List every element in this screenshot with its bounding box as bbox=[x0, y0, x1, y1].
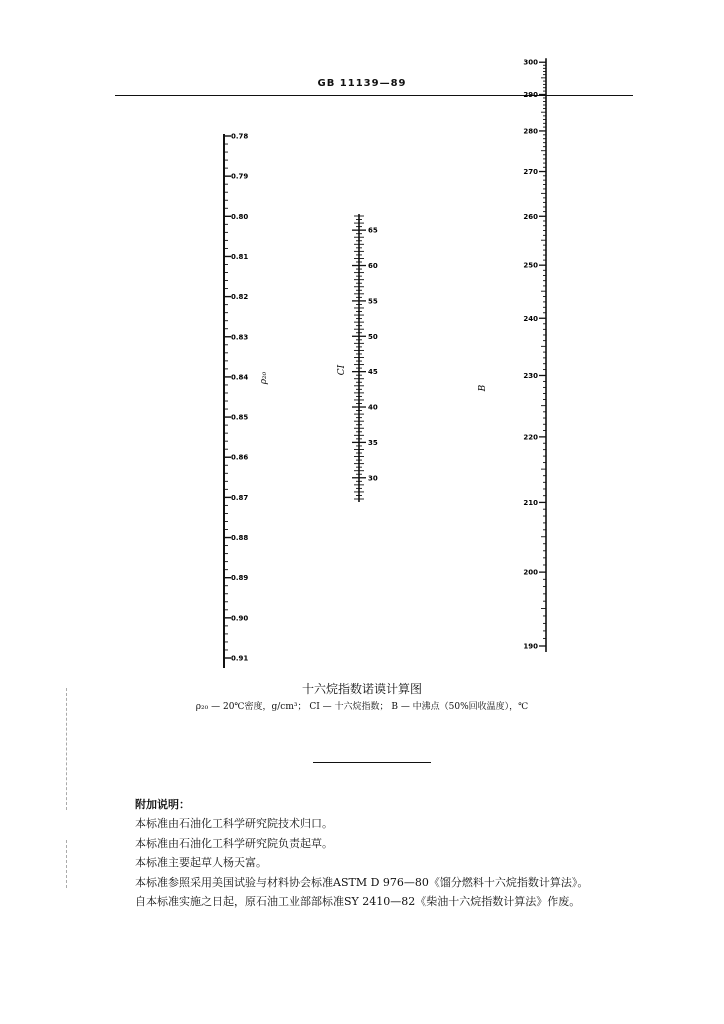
ci-tick-label: 60 bbox=[368, 262, 378, 271]
b-tick-label: 260 bbox=[523, 212, 538, 221]
rho20-tick-label: 0.78 bbox=[231, 132, 249, 141]
ci-axis-label: CI bbox=[337, 364, 347, 376]
rho20-tick-label: 0.90 bbox=[231, 614, 249, 623]
ci-tick-label: 30 bbox=[368, 474, 378, 483]
margin-mark bbox=[66, 840, 67, 888]
rho20-axis-label: ρ₂₀ bbox=[259, 371, 269, 385]
b-tick-label: 250 bbox=[523, 261, 538, 270]
rho20-tick-label: 0.89 bbox=[231, 574, 249, 583]
ci-tick-label: 55 bbox=[368, 297, 378, 306]
rho20-tick-label: 0.84 bbox=[231, 373, 249, 382]
ci-tick-label: 65 bbox=[368, 226, 378, 235]
b-tick-label: 220 bbox=[523, 433, 538, 442]
notes-title: 附加说明： bbox=[135, 798, 190, 811]
notes-line: 本标准主要起草人杨天富。 bbox=[135, 856, 267, 870]
ci-tick-label: 50 bbox=[368, 332, 378, 341]
rho20-tick-label: 0.86 bbox=[231, 453, 249, 462]
rho20-tick-label: 0.87 bbox=[231, 493, 249, 502]
b-tick-label: 290 bbox=[523, 91, 538, 99]
standard-header: GB 11139—89 bbox=[317, 78, 407, 89]
b-tick-label: 190 bbox=[523, 642, 538, 651]
rho20-tick-label: 0.85 bbox=[231, 413, 249, 422]
b-axis-label: B bbox=[478, 384, 488, 392]
notes-line: 本标准由石油化工科学研究院技术归口。 bbox=[135, 817, 333, 831]
rho20-tick-label: 0.79 bbox=[231, 172, 249, 181]
rho20-tick-label: 0.83 bbox=[231, 333, 249, 342]
notes-line: 自本标准实施之日起，原石油工业部部标准SY 2410—82《柴油十六烷指数计算法》作废。 bbox=[135, 895, 581, 909]
b-tick-label: 230 bbox=[523, 371, 538, 380]
ci-tick-label: 40 bbox=[368, 403, 378, 412]
section-divider bbox=[313, 762, 431, 763]
rho20-tick-label: 0.82 bbox=[231, 293, 249, 302]
ci-tick-label: 35 bbox=[368, 438, 378, 447]
additional-notes bbox=[135, 795, 588, 911]
ci-tick-label: 45 bbox=[368, 368, 378, 377]
b-tick-label: 240 bbox=[523, 314, 538, 323]
rho20-tick-label: 0.81 bbox=[231, 252, 249, 261]
rho20-tick-label: 0.91 bbox=[231, 654, 249, 663]
b-tick-label: 200 bbox=[523, 568, 538, 577]
b-tick-label: 300 bbox=[523, 58, 538, 67]
margin-mark bbox=[66, 688, 67, 810]
b-tick-label: 270 bbox=[523, 168, 538, 177]
b-tick-label: 280 bbox=[523, 127, 538, 136]
b-tick-label: 210 bbox=[523, 498, 538, 507]
rho20-tick-label: 0.80 bbox=[231, 212, 249, 221]
rho20-tick-label: 0.88 bbox=[231, 534, 249, 543]
nomogram-title: 十六烷指数诺谟计算图 bbox=[301, 682, 422, 696]
nomogram-legend: ρ₂₀ — 20℃密度，g/cm³； CI — 十六烷指数； B — 中沸点（50%回收温度），℃ bbox=[195, 702, 529, 712]
notes-line: 本标准由石油化工科学研究院负责起草。 bbox=[135, 836, 333, 850]
notes-line: 本标准参照采用美国试验与材料协会标准ASTM D 976—80《馏分燃料十六烷指数计算法》。 bbox=[135, 875, 589, 889]
